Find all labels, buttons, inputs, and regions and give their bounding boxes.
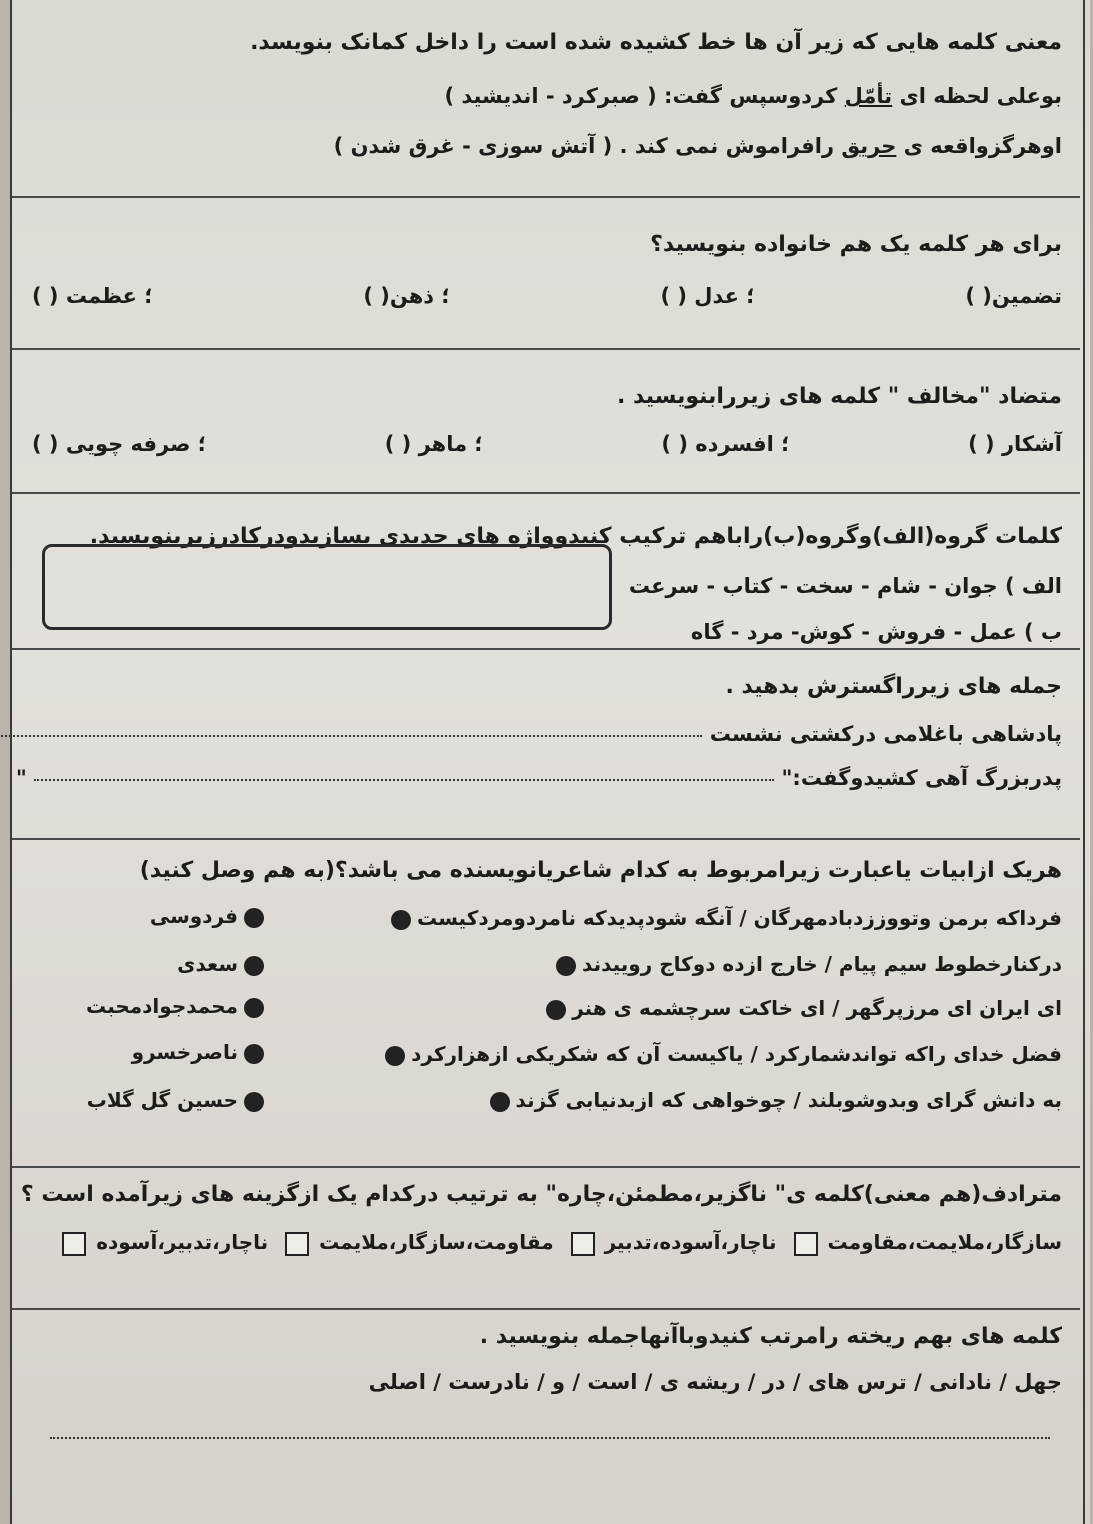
match-dot[interactable]	[244, 956, 264, 976]
question-6	[12, 840, 1080, 1168]
poem-text: درکنارخطوط سیم پیام / خارج ازده دوکاج روییدند	[582, 952, 1062, 976]
q2-item[interactable]: ؛ ذهن( )	[363, 284, 450, 308]
poet-item	[86, 994, 270, 1018]
match-dot[interactable]	[391, 910, 411, 930]
poet-name: سعدی	[177, 952, 238, 976]
poet-name: حسین گل گلاب	[86, 1088, 238, 1112]
poet-item	[177, 952, 270, 976]
q1-line2-post: رافراموش نمی کند . ( آتش سوزی - غرق شدن )	[333, 134, 842, 158]
q5-title: جمله های زیرراگسترش بدهید .	[725, 674, 1062, 699]
poet-name: فردوسی	[149, 904, 238, 928]
q3-item[interactable]: ؛ صرفه چویی ( )	[32, 432, 207, 456]
q5-sentence-2-text: پدربزرگ آهی کشیدوگفت:"	[781, 766, 1062, 790]
match-dot[interactable]	[385, 1046, 405, 1066]
match-dot[interactable]	[244, 998, 264, 1018]
match-dot[interactable]	[490, 1092, 510, 1112]
q7-title: مترادف(هم معنی)کلمه ی" ناگزیر،مطمئن،چاره" به ترتیب درکدام یک ازگزینه های زیرآمده است ؟	[20, 1182, 1062, 1207]
q1-line1-post: کردوسپس گفت: ( صبرکرد - اندیشید )	[444, 84, 845, 108]
q5-sentence-2	[16, 766, 1062, 790]
question-8	[12, 1310, 1080, 1524]
q1-line1-pre: بوعلی لحظه ای	[892, 84, 1062, 108]
q1-line2-pre: اوهرگزواقعه ی	[896, 134, 1062, 158]
poet-item	[87, 1088, 270, 1112]
q7-checkbox[interactable]	[794, 1232, 818, 1256]
q5-answer-line-1[interactable]	[0, 734, 702, 737]
q7-checkbox[interactable]	[62, 1232, 86, 1256]
poet-item	[150, 904, 270, 928]
match-dot[interactable]	[556, 956, 576, 976]
q5-sentence-1-text: پادشاهی باغلامی درکشتی نشست	[709, 722, 1062, 746]
q7-option-text: ناچار،تدبیر،آسوده	[96, 1230, 269, 1254]
q1-line-1	[444, 84, 1062, 108]
q7-option-text: سازگار،ملایمت،مقاومت	[827, 1230, 1062, 1254]
q4-group-a: الف ) جوان - شام - سخت - کتاب - سرعت	[628, 574, 1062, 598]
match-dot[interactable]	[244, 908, 264, 928]
q7-checkbox[interactable]	[571, 1232, 595, 1256]
q8-title: کلمه های بهم ریخته رامرتب کنیدوباآنهاجمله بنویسید .	[479, 1324, 1062, 1349]
question-4	[12, 494, 1080, 650]
q2-title: برای هر کلمه یک هم خانواده بنویسید؟	[650, 232, 1062, 257]
poem-text: به دانش گرای وبدوشوبلند / چوخواهی که ازبدنیابی گزند	[515, 1088, 1062, 1112]
q7-checkbox[interactable]	[285, 1232, 309, 1256]
q3-items	[32, 432, 1062, 456]
right-border	[1083, 0, 1085, 1524]
question-5	[12, 650, 1080, 840]
poet-name: محمدجوادمحبت	[86, 994, 238, 1018]
q6-title: هریک ازابیات یاعبارت زیرامربوط به کدام شاعریانویسنده می باشد؟(به هم وصل کنید)	[139, 858, 1062, 883]
q3-item[interactable]: آشکار ( )	[968, 432, 1062, 456]
question-3	[12, 350, 1080, 494]
question-7	[12, 1168, 1080, 1310]
q7-option-text: ناچار،آسوده،تدبیر	[604, 1230, 777, 1254]
q2-item[interactable]: ؛ عظمت ( )	[32, 284, 153, 308]
match-dot[interactable]	[244, 1044, 264, 1064]
q5-close-quote: "	[15, 766, 27, 790]
q1-title: معنی کلمه هایی که زیر آن ها خط کشیده شده است را داخل کمانک بنویسد.	[250, 30, 1062, 55]
q5-answer-line-2[interactable]	[34, 778, 774, 781]
q3-title: متضاد "مخالف " کلمه های زیررابنویسید .	[617, 384, 1062, 409]
q2-item[interactable]: تضمین( )	[965, 284, 1062, 308]
q7-option-text: مقاومت،سازگار،ملایمت	[319, 1230, 554, 1254]
q1-underlined-word-1: تأمّل	[844, 84, 893, 108]
q3-item[interactable]: ؛ ماهر ( )	[384, 432, 483, 456]
q7-options	[52, 1230, 1062, 1256]
q5-sentence-1	[0, 722, 1062, 746]
q4-title: کلمات گروه(الف)وگروه(ب)راباهم ترکیب کنیدوواژه های جدیدی بسازیدودرکادرزیربنویسید.	[89, 524, 1062, 549]
poem-text: فرداکه برمن وتووززدبادمهرگان / آنگه شودپدیدکه نامردومردکیست	[417, 906, 1062, 930]
poet-name: ناصرخسرو	[131, 1040, 238, 1064]
q4-group-b: ب ) عمل - فروش - کوش- مرد - گاه	[690, 620, 1062, 644]
q1-underlined-word-2: حریق	[841, 134, 897, 158]
match-dot[interactable]	[546, 1000, 566, 1020]
q8-answer-line[interactable]	[50, 1436, 1050, 1439]
poem-text: فضل خدای راکه تواندشمارکرد / یاکیست آن که شکریکی ازهزارکرد	[411, 1042, 1062, 1066]
question-2	[12, 198, 1080, 350]
q8-words: جهل / نادانی / ترس های / در / ریشه ی / است / و / نادرست / اصلی	[368, 1370, 1062, 1394]
q1-line-2	[334, 134, 1062, 158]
q2-items	[32, 284, 1062, 308]
poem-line	[379, 1042, 1062, 1066]
question-1	[12, 0, 1080, 198]
poet-item	[132, 1040, 270, 1064]
q4-answer-box[interactable]	[42, 544, 612, 630]
q2-item[interactable]: ؛ عدل ( )	[660, 284, 755, 308]
exam-sheet	[10, 0, 1090, 1524]
poem-line	[385, 906, 1062, 930]
match-dot[interactable]	[244, 1092, 264, 1112]
poem-line	[550, 952, 1062, 976]
poem-text: ای ایران ای مرزپرگهر / ای خاکت سرچشمه ی هنر	[572, 996, 1062, 1020]
q3-item[interactable]: ؛ افسرده ( )	[661, 432, 790, 456]
poem-line	[540, 996, 1062, 1020]
poem-line	[484, 1088, 1062, 1112]
